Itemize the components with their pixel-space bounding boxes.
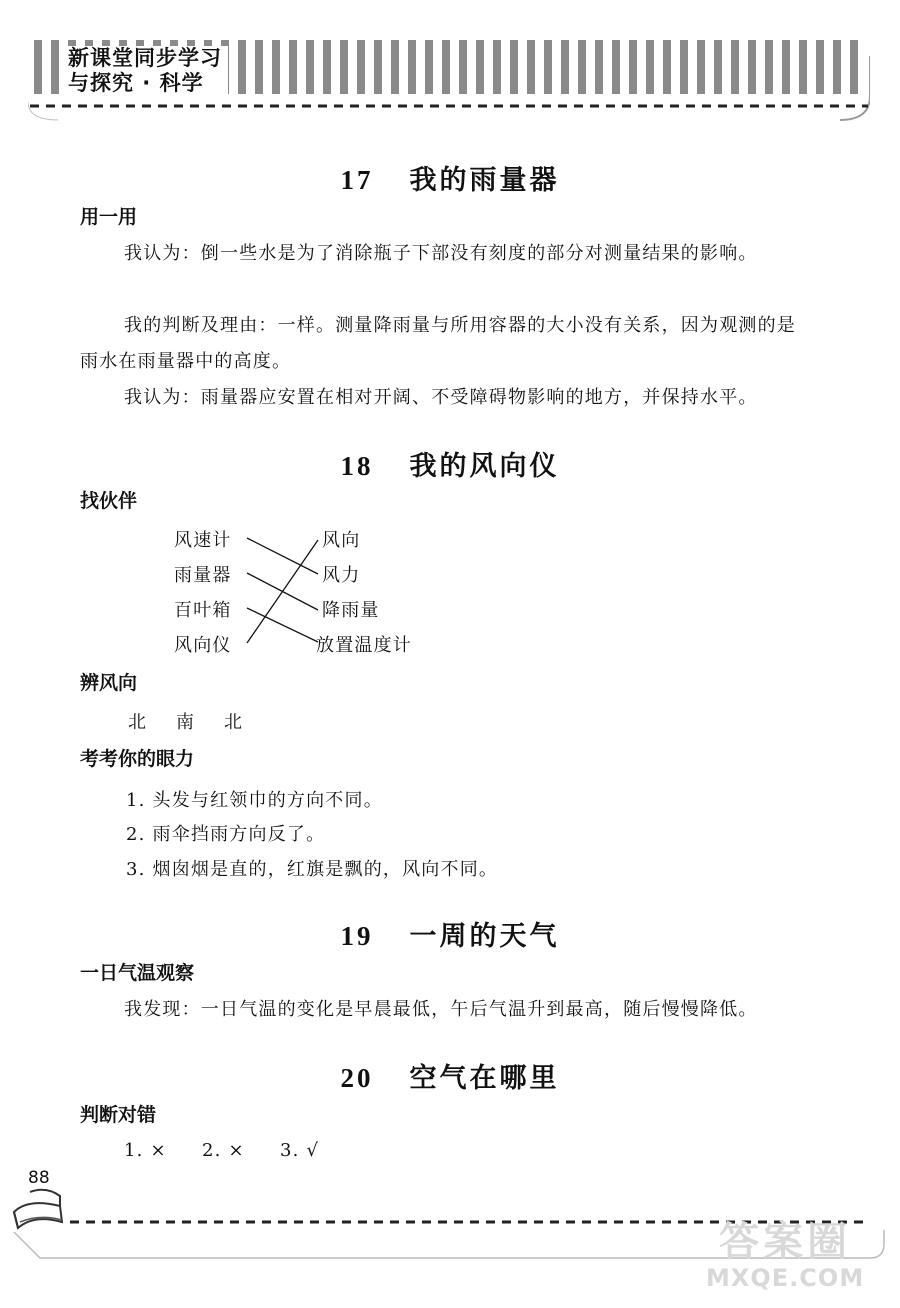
paragraph: 我认为：倒一些水是为了消除瓶子下部没有刻度的部分对测量结果的影响。: [124, 243, 758, 264]
paragraph: 我发现：一日气温的变化是早晨最低，午后气温升到最高，随后慢慢降低。: [124, 999, 758, 1020]
book-icon: [14, 1190, 62, 1228]
answer-item: 2. ×: [202, 1140, 245, 1161]
match-right-item: 放置温度计: [316, 635, 412, 656]
list-item: 2. 雨伞挡雨方向反了。: [126, 824, 326, 845]
watermark-url: MXQE.COM: [706, 1264, 865, 1292]
match-left-item: 风速计: [174, 530, 232, 551]
match-left-item: 百叶箱: [174, 600, 232, 621]
wind-direction-answer: 北 南 北: [128, 712, 248, 733]
section-heading-find-partner: 找伙伴: [80, 490, 138, 512]
section-heading-eyesight: 考考你的眼力: [80, 748, 195, 770]
lesson-title-text: 一周的天气: [409, 921, 560, 952]
lesson-title-text: 空气在哪里: [409, 1063, 560, 1094]
list-item: 3. 烟囱烟是直的，红旗是飘的，风向不同。: [126, 859, 499, 880]
watermark-logo-text: 答案圈: [719, 1219, 852, 1265]
lesson-title-text: 我的雨量器: [409, 165, 560, 196]
match-right-item: 风力: [322, 565, 361, 586]
book-title-line1: 新课堂同步学习: [68, 46, 222, 70]
section-heading-temperature: 一日气温观察: [80, 962, 195, 984]
section-heading-use: 用一用: [80, 206, 138, 228]
lesson-number: 20: [340, 1063, 374, 1093]
lesson-number: 18: [340, 451, 374, 481]
lesson-number: 19: [340, 921, 374, 951]
section-heading-true-false: 判断对错: [80, 1104, 157, 1126]
answer-item: 3. √: [280, 1140, 320, 1161]
page-number: 88: [28, 1168, 50, 1188]
watermark: [706, 1220, 864, 1292]
section-heading-wind-direction: 辨风向: [80, 672, 138, 694]
match-right-item: 风向: [322, 530, 361, 551]
match-left-item: 雨量器: [174, 565, 232, 586]
list-item: 1. 头发与红领巾的方向不同。: [126, 790, 383, 811]
answer-item: 1. ×: [124, 1140, 167, 1161]
match-left-item: 风向仪: [174, 635, 232, 656]
paragraph: 我认为：雨量器应安置在相对开阔、不受障碍物影响的地方，并保持水平。: [124, 387, 758, 408]
match-right-item: 降雨量: [322, 600, 380, 621]
lesson-number: 17: [340, 165, 374, 195]
lesson-title-text: 我的风向仪: [409, 451, 560, 482]
book-title-line2: 与探究 · 科学: [68, 71, 204, 95]
paragraph: 我的判断及理由：一样。测量降雨量与所用容器的大小没有关系，因为观测的是雨水在雨量器中的高度。: [80, 315, 796, 372]
